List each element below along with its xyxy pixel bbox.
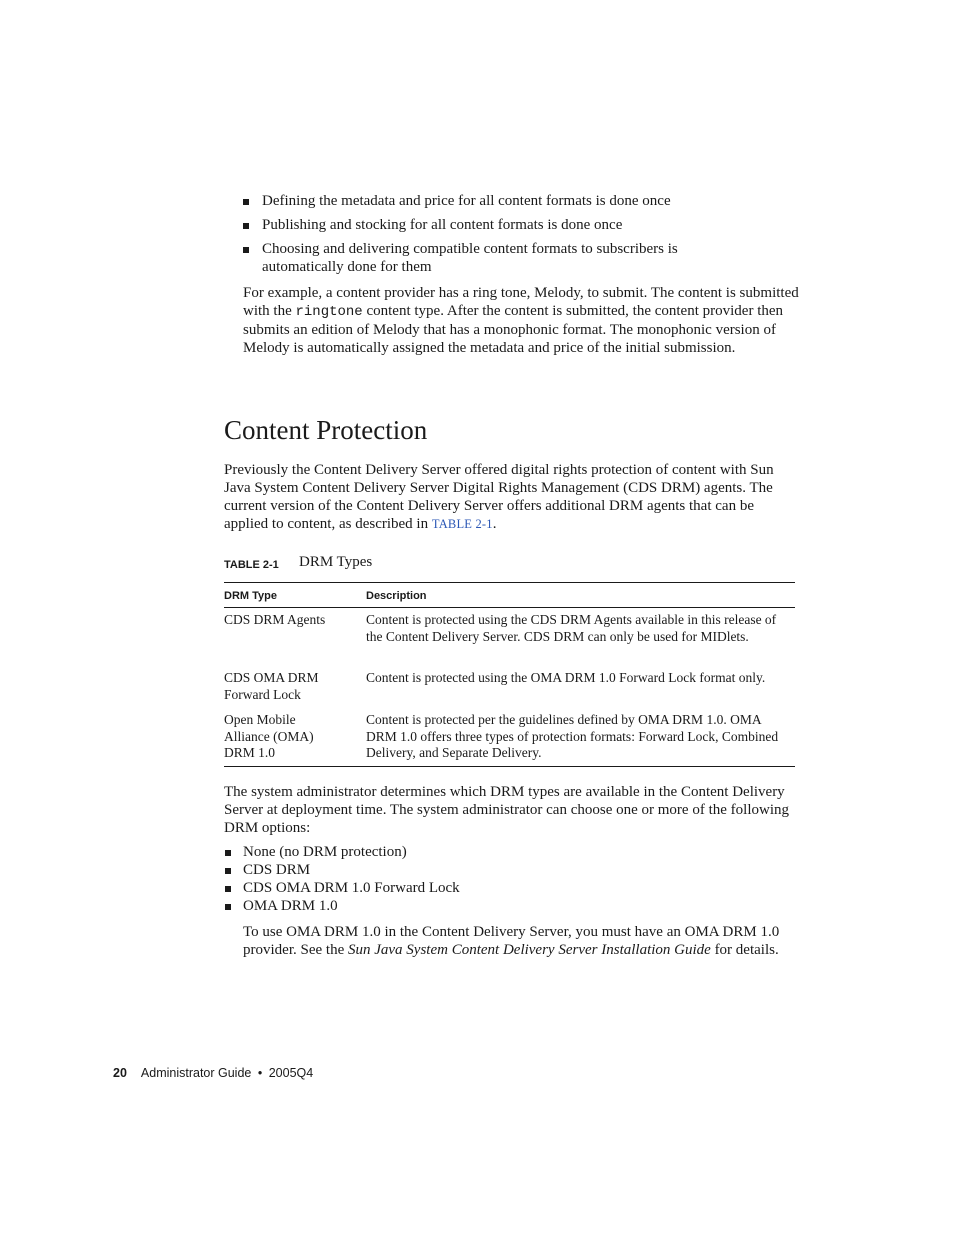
- table-caption: [224, 554, 373, 574]
- list-item: [224, 879, 784, 897]
- page-footer: [113, 1064, 313, 1082]
- table-header-drm-type: DRM Type: [224, 590, 277, 602]
- list-item: [243, 192, 803, 210]
- list-item-text: OMA DRM 1.0: [243, 898, 338, 914]
- list-item-text: Defining the metadata and price for all content formats is done once: [262, 193, 671, 209]
- table-cross-reference-link[interactable]: TABLE 2-1: [431, 517, 493, 531]
- paragraph-text: Previously the Content Delivery Server offered digital rights protection of content with Sun Java System Content Delivery Server Digital Rights Management (CDS DRM) agents. The current version of the Content Delivery Server offers additional DRM agents that can be applied to content, as described in: [224, 462, 774, 532]
- paragraph-text: content type. After the content is submitted, the content provider then submits an edition of Melody that has a monophonic format. The monophonic version of Melody is automatically assigned the metadata and price of the initial submission.: [243, 303, 784, 356]
- list-item-text: Publishing and stocking for all content formats is done once: [262, 217, 623, 233]
- table-cell-description: Content is protected using the OMA DRM 1.0 Forward Lock format only.: [366, 670, 766, 685]
- paragraph-end: .: [492, 516, 497, 532]
- section-heading: Content Protection: [224, 415, 428, 445]
- table-caption-label: TABLE 2-1: [224, 559, 279, 571]
- list-item: [224, 897, 784, 915]
- footer-version: 2005Q4: [268, 1066, 314, 1080]
- top-bullet-list: [243, 192, 803, 282]
- footer-separator: •: [257, 1066, 263, 1080]
- example-paragraph: [243, 284, 799, 357]
- list-item: [224, 861, 784, 879]
- book-title: Sun Java System Content Delivery Server Installation Guide: [347, 942, 711, 958]
- paragraph-text: To use OMA DRM 1.0 in the Content Delivery Server, you must have an OMA DRM 1.0 provider. See the: [243, 924, 780, 958]
- table-cell-description: Content is protected using the CDS DRM Agents available in this release of the Content Delivery Server. CDS DRM can only be used for MIDlets.: [366, 612, 777, 644]
- table-cell-type: CDS OMA DRM Forward Lock: [224, 670, 319, 702]
- table-top-rule: [224, 582, 795, 583]
- list-item-text: CDS DRM: [243, 862, 311, 878]
- page-number: 20: [113, 1066, 127, 1080]
- square-bullet-icon: [225, 850, 231, 856]
- square-bullet-icon: [243, 199, 249, 205]
- list-item-text: CDS OMA DRM 1.0 Forward Lock: [243, 880, 460, 896]
- square-bullet-icon: [243, 247, 249, 253]
- code-ringtone: ringtone: [295, 304, 363, 320]
- table-cell-type: Open Mobile Alliance (OMA) DRM 1.0: [224, 712, 314, 760]
- list-item: [243, 240, 752, 276]
- table-header-rule: [224, 607, 795, 608]
- square-bullet-icon: [225, 868, 231, 874]
- intro-paragraph: [224, 461, 794, 533]
- paragraph-text: For example, a content provider has a ring tone, Melody, to submit. The content is submitted with the: [243, 285, 799, 319]
- table-bottom-rule: [224, 766, 795, 767]
- table-cell-type: CDS DRM Agents: [224, 612, 326, 627]
- square-bullet-icon: [225, 886, 231, 892]
- admin-paragraph: The system administrator determines which DRM types are available in the Content Delivery Server at deployment time. The system administrator can choose one or more of the following DRM options:: [224, 784, 789, 836]
- square-bullet-icon: [225, 904, 231, 910]
- table-header-description: Description: [366, 590, 427, 602]
- list-item-text: Choosing and delivering compatible content formats to subscribers is automatically done for them: [262, 241, 678, 275]
- oma-paragraph: [243, 923, 788, 959]
- paragraph-text: for details.: [710, 942, 779, 958]
- table-cell-description: Content is protected per the guidelines defined by OMA DRM 1.0. OMA DRM 1.0 offers three types of protection formats: Forward Lock, Combined Delivery, and Separate Delivery.: [366, 712, 779, 760]
- drm-options-list: [224, 843, 784, 915]
- footer-doc-title: Administrator Guide: [140, 1066, 252, 1080]
- list-item-text: None (no DRM protection): [243, 844, 407, 860]
- list-item: [243, 216, 803, 234]
- table-caption-title: DRM Types: [299, 554, 373, 570]
- list-item: [224, 843, 784, 861]
- square-bullet-icon: [243, 223, 249, 229]
